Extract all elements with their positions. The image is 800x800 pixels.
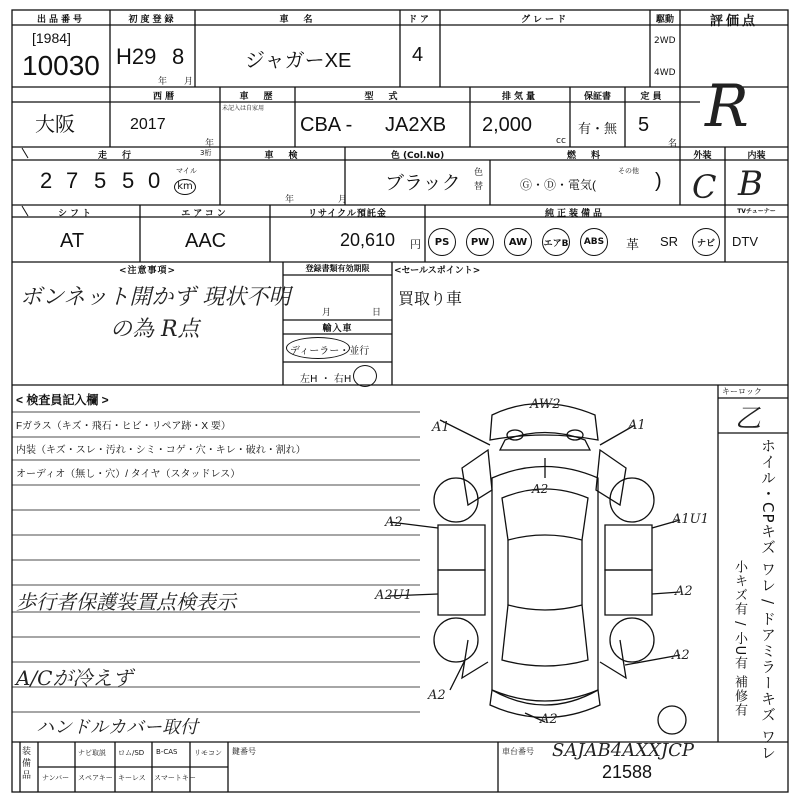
mark-roof: A2 bbox=[532, 482, 549, 496]
rating-label: 評価点 bbox=[709, 14, 758, 29]
recycle-label: リサイクル預託金 bbox=[308, 209, 387, 219]
import-value: ディーラー・並行 bbox=[290, 346, 370, 357]
auction-no-label: 出品番号 bbox=[36, 15, 85, 25]
exterior: C bbox=[692, 168, 717, 206]
mileage-digit-1: 2 bbox=[40, 168, 53, 193]
history-note: 未記入は自家用 bbox=[222, 105, 265, 112]
inspector-line-3: オーディオ（無し・穴）/ タイヤ（スタッドレス） bbox=[16, 469, 241, 480]
mark-front-left: A1 bbox=[432, 420, 450, 435]
bottom-r1-2: ロム/SD bbox=[118, 749, 145, 757]
sales-point: 買取り車 bbox=[398, 291, 463, 308]
side-text-2: 小キズ有 / 小U有 補修有 bbox=[732, 560, 747, 718]
equipment-leather: 革 bbox=[626, 237, 640, 252]
year-label: 西暦 bbox=[152, 92, 177, 102]
first-reg-month: 8 bbox=[172, 44, 185, 69]
equipment-label: 純正装備品 bbox=[544, 209, 605, 219]
frame-no: SAJAB4AXXJCP bbox=[552, 740, 694, 761]
interior-label: 内装 bbox=[747, 151, 766, 161]
mileage-digit-2: 7 bbox=[66, 168, 79, 193]
mileage-digit-5: 0 bbox=[148, 168, 161, 193]
inspection-label: 車 検 bbox=[264, 151, 301, 161]
dealer-circle bbox=[286, 337, 350, 359]
notes-line-1: ボンネット開かず 現状不明 bbox=[20, 285, 291, 310]
model-prefix: CBA - bbox=[300, 114, 353, 136]
bottom-r1-1: ナビ取説 bbox=[78, 749, 106, 757]
auction-no-bracket: [1984] bbox=[32, 30, 71, 46]
notes-label: <注意事項> bbox=[118, 266, 177, 276]
year: 2017 bbox=[130, 116, 166, 133]
fuel-other: その他 bbox=[618, 167, 639, 175]
inspector-line-1: Fガラス（キズ・飛石・ヒビ・リペア跡・X 要） bbox=[16, 421, 231, 432]
year-unit: 年 bbox=[205, 139, 215, 149]
mark-left-door: A2 bbox=[385, 515, 403, 530]
warranty-label: 保証書 bbox=[583, 92, 611, 102]
bottom-r1-4: リモコン bbox=[194, 749, 222, 757]
equipment-airbag: エアB bbox=[542, 228, 570, 256]
inspector-label: < 検査員記入欄 > bbox=[16, 393, 109, 407]
color-side: 色替 bbox=[474, 168, 484, 192]
side-text-1: ホイル・CPキズ ワレ / ドアミラーキズ ワレ bbox=[759, 438, 777, 761]
displacement-label: 排気量 bbox=[501, 92, 538, 102]
inspection-year: 年 bbox=[285, 195, 295, 205]
region: 大阪 bbox=[35, 114, 75, 136]
inspector-line-2: 内装（キズ・スレ・汚れ・シミ・コゲ・穴・キレ・破れ・割れ） bbox=[16, 445, 306, 456]
warranty-value: 有・無 bbox=[578, 121, 618, 136]
equipment-pw: PW bbox=[466, 228, 494, 256]
equipment-sr: SR bbox=[660, 234, 679, 249]
sales-label: <セールスポイント> bbox=[394, 266, 481, 276]
bottom-side-label: 装備品 bbox=[22, 747, 32, 781]
first-reg-value: H29 bbox=[116, 44, 157, 69]
fuel-value: Ⓖ・Ⓓ・電気( bbox=[520, 178, 596, 192]
mark-front-right: A1 bbox=[628, 418, 646, 433]
handle-value: 左H ・ 右H bbox=[300, 374, 352, 385]
shift-label: シフト bbox=[57, 209, 94, 219]
bottom-r2-1: スペアキー bbox=[78, 774, 113, 782]
keylock: 乙 bbox=[735, 404, 762, 434]
aircon: AAC bbox=[185, 230, 227, 252]
mark-rear: A2 bbox=[540, 712, 558, 727]
recycle: 20,610 bbox=[340, 230, 396, 250]
fuel-label: 燃 料 bbox=[566, 151, 603, 161]
aircon-label: エアコン bbox=[181, 209, 229, 219]
displacement: 2,000 bbox=[482, 114, 533, 136]
frame-no-2: 21588 bbox=[602, 762, 653, 782]
inspector-hand-1: 歩行者保護装置点検表示 bbox=[16, 590, 236, 614]
capacity-unit: 名 bbox=[668, 139, 678, 149]
mark-rear-right: A2 bbox=[672, 648, 690, 663]
tuner-label: TVチューナー bbox=[737, 208, 776, 215]
doors: 4 bbox=[412, 44, 424, 66]
mileage-unit-km: km bbox=[174, 179, 196, 195]
drive-2wd: 2WD bbox=[654, 36, 676, 46]
mark-rear-left: A2 bbox=[428, 688, 446, 703]
bottom-r1-3: B-CAS bbox=[156, 748, 178, 756]
mark-right-rear-door: A2 bbox=[675, 584, 693, 599]
interior: B bbox=[738, 164, 763, 204]
drive-4wd: 4WD bbox=[654, 68, 676, 78]
grade-label: グレード bbox=[520, 15, 569, 25]
exterior-label: 外装 bbox=[693, 151, 712, 161]
reg-doc-month: 月 bbox=[322, 308, 332, 318]
reg-doc-day: 日 bbox=[372, 308, 382, 318]
frame-label: 車台番号 bbox=[502, 747, 534, 756]
equipment-navi: ナビ bbox=[692, 228, 720, 256]
equipment-ps: PS bbox=[428, 228, 456, 256]
bottom-r2-3: スマートキー bbox=[154, 774, 196, 782]
recycle-unit: 円 bbox=[410, 238, 421, 251]
capacity-label: 定員 bbox=[640, 92, 665, 102]
equipment-aw: AW bbox=[504, 228, 532, 256]
mark-front: AW2 bbox=[530, 397, 561, 412]
keylock-label: キーロック bbox=[722, 387, 762, 396]
color-label: 色 (Col.No) bbox=[390, 151, 445, 161]
fuel-close: ) bbox=[655, 170, 662, 192]
rating-value: R bbox=[705, 72, 749, 140]
notes-line-2: の為 R点 bbox=[110, 317, 200, 342]
mark-left-rear-door: A2U1 bbox=[375, 588, 412, 603]
first-reg-unit: 年 bbox=[158, 77, 168, 87]
model-code: JA2XB bbox=[385, 114, 447, 136]
mileage-digit-4: 5 bbox=[122, 168, 135, 193]
right-hand-circle bbox=[353, 365, 377, 387]
color: ブラック bbox=[385, 173, 461, 194]
mileage-unit-mile: マイル bbox=[176, 167, 197, 175]
keys-label: 鍵番号 bbox=[232, 747, 256, 756]
doors-label: ドア bbox=[408, 15, 432, 25]
import-label: 輸入車 bbox=[322, 324, 353, 334]
car-name-label: 車 名 bbox=[279, 15, 316, 25]
mileage-digit-3: 5 bbox=[94, 168, 107, 193]
shift: AT bbox=[60, 230, 85, 252]
first-reg-month-unit: 月 bbox=[184, 77, 194, 87]
inspection-month: 月 bbox=[338, 195, 348, 205]
displacement-unit: cc bbox=[556, 136, 566, 146]
mark-right-door: A1U1 bbox=[672, 512, 709, 527]
equipment-abs: ABS bbox=[580, 228, 608, 256]
inspector-hand-2: A/Cが冷えず bbox=[16, 666, 133, 690]
bottom-r2-0: ナンバー bbox=[42, 774, 70, 782]
meter-label: 3桁 bbox=[200, 149, 212, 157]
drive-label: 駆動 bbox=[655, 15, 674, 25]
bottom-r2-2: キーレス bbox=[118, 774, 146, 782]
capacity: 5 bbox=[638, 114, 650, 136]
inspector-hand-3: ハンドルカバー取付 bbox=[36, 717, 198, 738]
reg-doc-label: 登録書類有効期限 bbox=[305, 264, 370, 273]
car-name: ジャガーXE bbox=[245, 50, 352, 72]
model-label: 型 式 bbox=[364, 92, 401, 102]
auction-no: 10030 bbox=[22, 50, 100, 81]
mileage-label: 走 行 bbox=[97, 151, 134, 161]
equipment-dtv: DTV bbox=[732, 234, 758, 249]
first-reg-label: 初度登録 bbox=[128, 15, 177, 25]
history-label: 車 歴 bbox=[239, 92, 276, 102]
